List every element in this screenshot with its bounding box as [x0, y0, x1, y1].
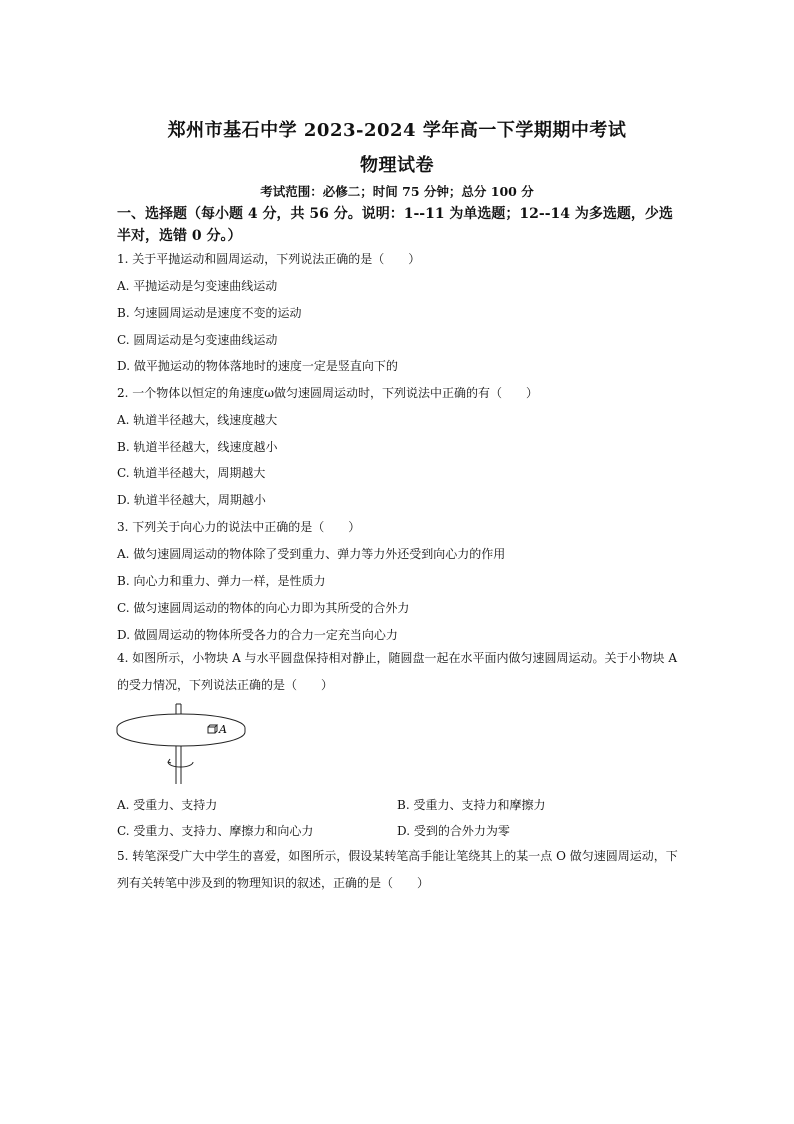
rotating-disk-figure [113, 702, 253, 786]
question-3-option-c: C. 做匀速圆周运动的物体的向心力即为其所受的合外力 [117, 601, 410, 615]
section-heading: 一、选择题（每小题 4 分，共 56 分。说明：1--11 为单选题；12--14 为多选题，少选半对，选错 0 分。） [117, 206, 673, 244]
question-1-option-c: C. 圆周运动是匀变速曲线运动 [117, 333, 278, 347]
question-1-option-d: D. 做平抛运动的物体落地时的速度一定是竖直向下的 [117, 359, 398, 373]
question-1-option-a: A. 平抛运动是匀变速曲线运动 [117, 279, 278, 293]
exam-scope: 考试范围：必修二；时间 75 分钟；总分 100 分 [260, 184, 534, 199]
question-2-option-a: A. 轨道半径越大，线速度越大 [117, 413, 278, 427]
question-3-option-a: A. 做匀速圆周运动的物体除了受到重力、弹力等力外还受到向心力的作用 [117, 547, 506, 561]
question-5-stem: 5. 转笔深受广大中学生的喜爱，如图所示，假设某转笔高手能让笔绕其上的某一点 O 做匀速圆周运动，下列有关转笔中涉及到的物理知识的叙述，正确的是（ ） [117, 849, 678, 890]
question-2-option-c: C. 轨道半径越大，周期越大 [117, 466, 266, 480]
question-2-option-b: B. 轨道半径越大，线速度越小 [117, 440, 278, 454]
question-4-option-a: A. 受重力、支持力 [117, 798, 218, 812]
exam-subtitle: 物理试卷 [360, 155, 434, 176]
question-2-option-d: D. 轨道半径越大，周期越小 [117, 493, 266, 507]
figure-label-a: A [219, 723, 227, 736]
question-1-stem: 1. 关于平抛运动和圆周运动，下列说法正确的是（ ） [117, 252, 421, 266]
question-4-option-b: B. 受重力、支持力和摩擦力 [397, 798, 546, 812]
question-4-stem: 4. 如图所示，小物块 A 与水平圆盘保持相对静止，随圆盘一起在水平面内做匀速圆周运动。关于小物块 A 的受力情况，下列说法正确的是（ ） [117, 651, 678, 692]
question-2-stem: 2. 一个物体以恒定的角速度ω做匀速圆周运动时，下列说法中正确的有（ ） [117, 386, 539, 400]
question-1-option-b: B. 匀速圆周运动是速度不变的运动 [117, 306, 302, 320]
question-3-option-d: D. 做圆周运动的物体所受各力的合力一定充当向心力 [117, 628, 398, 642]
question-3-option-b: B. 向心力和重力、弹力一样，是性质力 [117, 574, 326, 588]
question-4-option-c: C. 受重力、支持力、摩擦力和向心力 [117, 824, 314, 838]
exam-title: 郑州市基石中学 2023-2024 学年高一下学期期中考试 [167, 120, 627, 141]
question-3-stem: 3. 下列关于向心力的说法中正确的是（ ） [117, 520, 361, 534]
question-4-option-d: D. 受到的合外力为零 [397, 824, 510, 838]
